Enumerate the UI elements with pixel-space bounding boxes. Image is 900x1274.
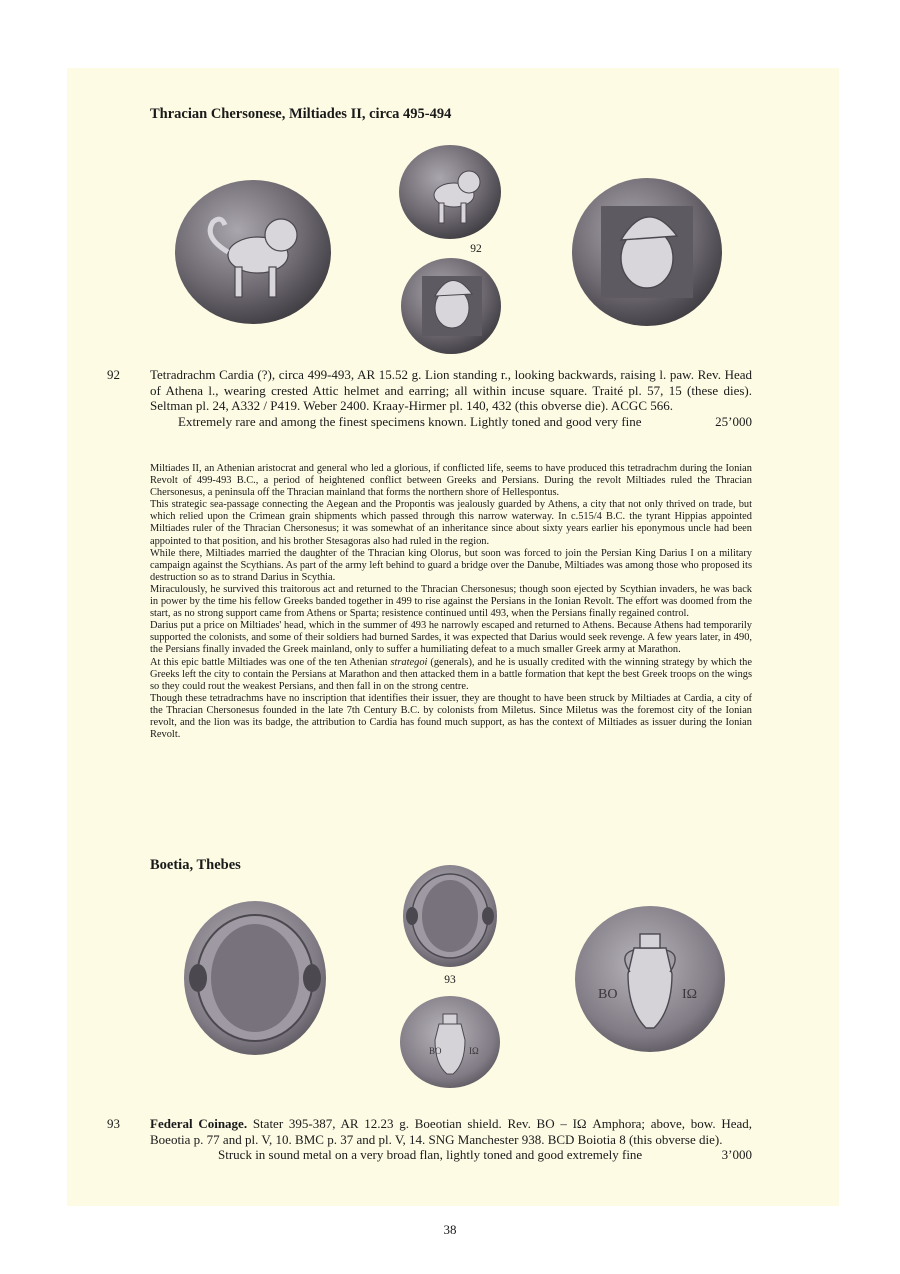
lot-text-93 [150,1116,752,1147]
commentary-paragraph: While there, Miltiades married the daughter of the Thracian king Olorus, but soon was forced to join the Persian King Darius I on a military campaign against the Scythians. As part of the army left behind to guard a bridge over the Danube, Miltiades was among those who proposed its destruction so as to strand Darius in Scythia. [150,547,752,583]
commentary-italic-term: strategoi [390,656,428,668]
lot-description-92 [150,367,752,429]
commentary-text: (generals), and he is usually credited with the winning strategy by which the Greeks left the city to contain the Persians at Marathon and then attacked them in a battle formation that kept the best Greek troops on the wings so they could rout the weakest Persians, and then fall in on the strong centre. [150,656,752,692]
commentary-paragraph: Miltiades II, an Athenian aristocrat and general who led a glorious, if conflicted life, seems to have produced this tetradrachm during the Ionian Revolt of 499-493 B.C., a period of heightened conflict between Greeks and Persians. During the revolt Miltiades ruled the Thracian Chersonesus, a peninsula off the Thracian mainland that forms the northern shore of Hellespontus. [150,463,752,499]
commentary-paragraph: Darius put a price on Miltiades' head, which in the summer of 493 he narrowly escaped and returned to Athens. Because Athens had temporarily supported the colonists, and some of their soldiers had burned Sardes, it was expected that Darius would seek revenge. A few years later, in 490, the Persians finally invaded the Greek mainland, only to suffer a humiliating defeat to a much smaller Greek army at Marathon. [150,620,752,656]
plate-number-93: 93 [444,974,456,986]
lot-condition-row-92 [150,414,752,430]
lot-condition-93: Struck in sound metal on a very broad flan, lightly toned and good extremely fine [218,1147,643,1163]
commentary-paragraph: This strategic sea-passage connecting the Aegean and the Propontis was jealously guarded by Athens, a city that not only thrived on trade, but which relied upon the Crimean grain shipments which passed through this narrow waterway. In c.515/4 B.C. the tyrant Hippias appointed Miltiades ruler of the Thracian Chersonesus; it was somewhat of an inheritance since about sixty years earlier his eponymous uncle had been appointed to that position, and his brother Stesagoras also had ruled in the region. [150,499,752,547]
lot-condition-92: Extremely rare and among the finest specimens known. Lightly toned and good very fine [178,413,642,429]
section-heading-thracian: Thracian Chersonese, Miltiades II, circa 495-494 [150,106,452,122]
lot-number-92: 92 [107,367,120,382]
historical-commentary [150,463,752,741]
amphora-inscription-right: IΩ [469,1046,479,1056]
lot-description-93 [150,1116,752,1163]
coin-amphora-large [574,904,726,1054]
page-number: 38 [443,1222,457,1237]
lot-number-93: 93 [107,1116,120,1131]
lot-details-93: Stater 395-387, AR 12.23 g. Boeotian shield. Rev. BO – IΩ Amphora; above, bow. Head, Boeotia p. 77 and pl. V, 10. BMC p. 37 and pl. V, 14. SNG Manchester 938. BCD Boiotia 8 (this obverse die). [150,1116,753,1147]
coin-lion-small [398,143,502,241]
commentary-paragraph: Miraculously, he survived this traitorous act and returned to the Thracian Chersonesus; though soon ejected by Scythian invaders, he was back in power by the time his fellow Greeks banded together in 499 to rise against the Persians in the Ionian Revolt. The effort was doomed from the start, as no strong support came from Athens or Sparta; resistence continued until 493, when the Persians finally regained control. [150,583,752,620]
commentary-paragraph-strategoi [150,657,752,693]
coin-athena-small [400,256,502,356]
lot-title-93: Federal Coinage. [150,1116,248,1131]
coin-lion-large [173,177,333,327]
lot-text-92: Tetradrachm Cardia (?), circa 499-493, AR 15.52 g. Lion standing r., looking backwards, raising l. paw. Rev. Head of Athena l., wearing crested Attic helmet and earring; all within incuse square. Traité pl. 57, 15 (these dies). Seltman pl. 24, A332 / P419. Weber 2400. Kraay-Hirmer pl. 140, 432 (this obverse die). ACGC 566. [150,367,752,414]
coin-shield-large [183,900,327,1056]
lot-estimate-92: 25’000 [715,413,752,429]
coin-amphora-small [399,994,501,1090]
lot-condition-row-93 [150,1147,752,1163]
section-heading-boetia: Boetia, Thebes [150,857,241,873]
coin-shield-small [402,864,498,968]
amphora-inscription-left: BO [429,1046,442,1056]
lot-estimate-93: 3’000 [721,1147,752,1163]
plate-number-92: 92 [470,243,482,255]
amphora-inscription-right: IΩ [682,987,698,1002]
commentary-paragraph: Though these tetradrachms have no inscription that identifies their issuer, they are thought to have been struck by Miltiades at Cardia, a city of the Thracian Chersonesus founded in the late 7th Century B.C. by colonists from Miletus. Since Miletus was the foremost city of the Ionian revolt, and the lion was its badge, the attribution to Cardia has found much support, as has the context of Miltiades as issuer during the Ionian Revolt. [150,692,752,741]
coin-athena-large [571,176,723,328]
commentary-text: At this epic battle Miltiades was one of the ten Athenian [150,656,391,668]
amphora-inscription-left: BO [598,987,618,1002]
